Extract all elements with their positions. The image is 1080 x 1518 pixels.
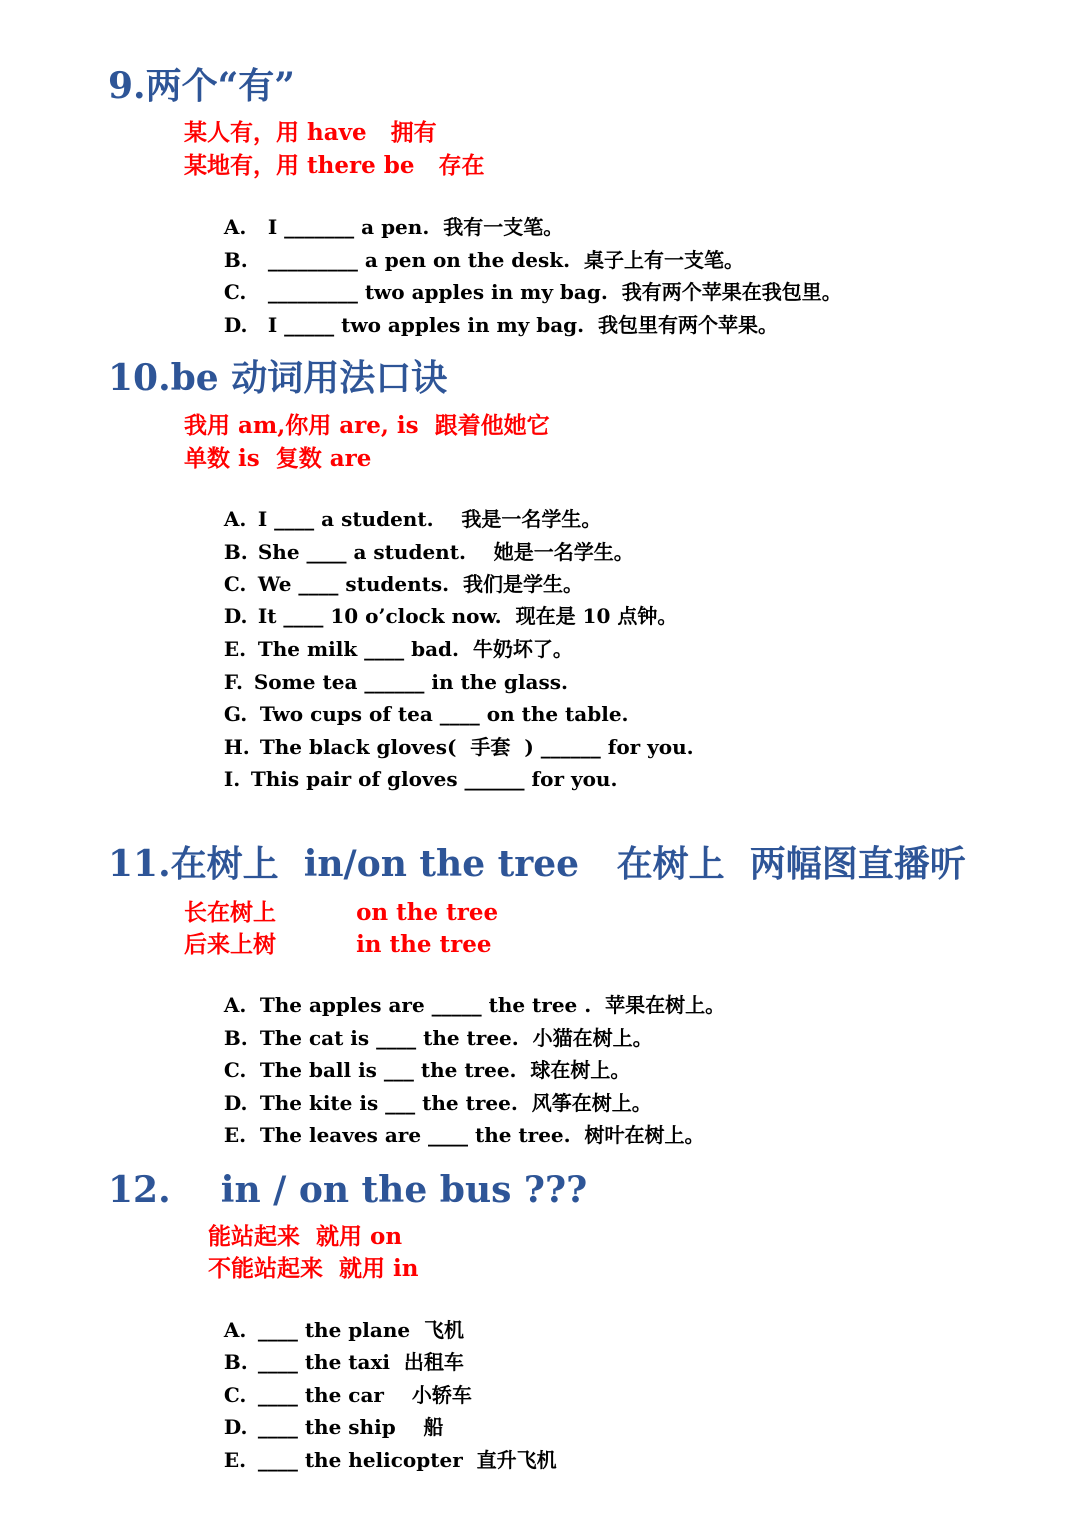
section-12-rule-1: 能站起来 就用 on [208,1223,403,1250]
item-text: ____ the plane 飞机 [257,1318,465,1342]
item-text: _________ two apples in my bag. 我有两个苹果在我包里。 [267,280,842,304]
section-9-rule-2: 某地有，用 there be 存在 [184,152,485,179]
item-letter: D. [223,1415,248,1439]
item-letter: A. [223,1318,247,1342]
item-text: I _______ a pen. 我有一支笔。 [267,215,564,239]
item-text: ____ the taxi 出租车 [257,1350,464,1374]
section-10-rule-2: 单数 is 复数 are [184,445,372,472]
item-letter: C. [223,280,247,304]
section-10-title: 10.be 动词用法口诀 [108,357,448,399]
item-letter: I. [223,767,241,791]
item-letter: E. [223,637,247,661]
item-text: ____ the helicopter 直升飞机 [257,1448,557,1472]
item-letter: B. [223,1350,248,1374]
item-letter: B. [223,1026,248,1050]
item-text: She ____ a student. 她是一名学生。 [257,540,634,564]
item-letter: D. [223,313,248,337]
item-letter: B. [223,248,248,272]
item-letter: F. [223,670,244,694]
item-text: ____ the car 小轿车 [257,1383,472,1407]
item-text: ____ the ship 船 [257,1415,444,1439]
section-12-rule-2: 不能站起来 就用 in [208,1255,419,1282]
item-text: Two cups of tea ____ on the table. [259,702,629,726]
item-letter: C. [223,572,247,596]
item-text: We ____ students. 我们是学生。 [257,572,584,596]
item-letter: A. [223,507,247,531]
exercise-item [196,1418,557,1502]
item-letter: D. [223,1091,248,1115]
item-letter: C. [223,1383,247,1407]
item-text: The cat is ____ the tree. 小猫在树上。 [259,1026,653,1050]
section-9-rule-1: 某人有，用 have 拥有 [184,119,437,146]
item-letter: A. [223,993,247,1017]
item-text: The milk ____ bad. 牛奶坏了。 [257,637,573,661]
item-text: It ____ 10 o’clock now. 现在是 10 点钟。 [257,604,678,628]
section-11-rule-1: 长在树上 on the tree [184,899,499,926]
section-11-title: 11.在树上 in/on the tree 在树上 两幅图直播听 [108,843,966,885]
item-letter: B. [223,540,248,564]
item-letter: D. [223,604,248,628]
section-12-title: 12. in / on the bus ??? [108,1169,588,1211]
item-letter: E. [223,1123,247,1147]
item-letter: C. [223,1058,247,1082]
item-text: The ball is ___ the tree. 球在树上。 [259,1058,631,1082]
item-text: _________ a pen on the desk. 桌子上有一支笔。 [267,248,744,272]
item-text: The apples are _____ the tree . 苹果在树上。 [259,993,726,1017]
item-letter: A. [223,215,247,239]
item-text: This pair of gloves ______ for you. [250,767,618,791]
item-text: The black gloves( 手套 ) ______ for you. [259,735,694,759]
section-10-rule-1: 我用 am,你用 are, is 跟着他她它 [184,412,550,439]
item-text: The kite is ___ the tree. 风筝在树上。 [259,1091,652,1115]
exercise-item [196,1093,705,1177]
item-text: The leaves are ____ the tree. 树叶在树上。 [259,1123,705,1147]
section-9-title: 9.两个“有” [108,65,295,107]
item-letter: E. [223,1448,247,1472]
exercise-item [196,737,617,821]
item-letter: H. [223,735,250,759]
exercise-item [196,283,778,367]
section-11-rule-2: 后来上树 in the tree [184,931,492,958]
item-letter: G. [223,702,248,726]
item-text: I _____ two apples in my bag. 我包里有两个苹果。 [267,313,779,337]
item-text: Some tea ______ in the glass. [253,670,568,694]
item-text: I ____ a student. 我是一名学生。 [257,507,602,531]
